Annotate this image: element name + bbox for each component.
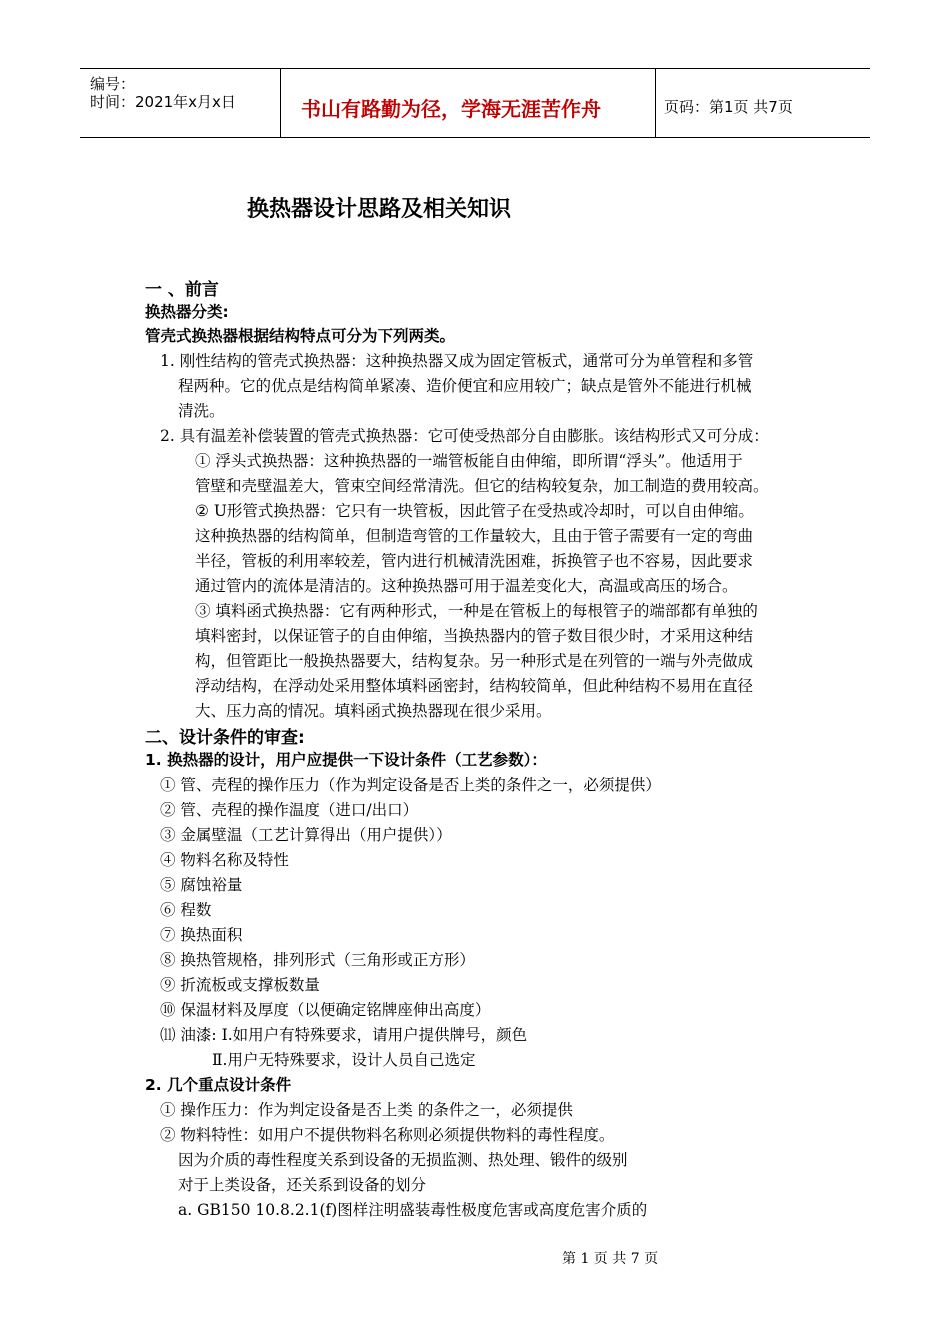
section2-heading: 二、设计条件的审查: [145, 728, 305, 748]
item2-line: 浮动结构，在浮动处采用整体填料函密封，结构较简单，但此种结构不易用在直径 [195, 677, 754, 695]
condition-item: ⑨ 折流板或支撑板数量 [160, 976, 320, 994]
condition-item: ⑧ 换热管规格，排列形式（三角形或正方形） [160, 951, 475, 969]
item2-line: 填料密封，以保证管子的自由伸缩，当换热器内的管子数目很少时，才采用这种结 [195, 627, 754, 645]
item2-line: ① 浮头式换热器：这种换热器的一端管板能自由伸缩，即所谓“浮头”。他适用于 [195, 452, 743, 470]
item1-line: 1. 刚性结构的管壳式换热器：这种换热器又成为固定管板式，通常可分为单管程和多管 [160, 352, 754, 370]
condition-item: ③ 金属壁温（工艺计算得出（用户提供）） [160, 826, 452, 844]
key-condition-line: 因为介质的毒性程度关系到设备的无损监测、热处理、锻件的级别 [178, 1151, 628, 1169]
section2-sub2: 2. 几个重点设计条件 [145, 1076, 292, 1094]
condition-item: ④ 物料名称及特性 [160, 851, 289, 869]
item2-line: ② U形管式换热器：它只有一块管板，因此管子在受热或冷却时，可以自由伸缩。 [195, 502, 754, 520]
condition-item: ① 管、壳程的操作压力（作为判定设备是否上类的条件之一，必须提供） [160, 776, 661, 794]
header-page-cell [656, 69, 870, 137]
item2-line: 大、压力高的情况。填料函式换热器现在很少采用。 [195, 702, 552, 720]
number-label: 编号： [90, 75, 136, 93]
paint-option-2: Ⅱ.用户无特殊要求，设计人员自己选定 [212, 1051, 476, 1069]
section2-sub1: 1. 换热器的设计，用户应提供一下设计条件（工艺参数）： [145, 751, 547, 769]
page-header [80, 68, 870, 138]
page-info: 页码：第1页 共7页 [664, 98, 793, 116]
section1-sub1: 换热器分类: [145, 303, 229, 321]
condition-item: ⑾ 油漆: Ⅰ.如用户有特殊要求，请用户提供牌号，颜色 [160, 1026, 528, 1044]
section1-sub2: 管壳式换热器根据结构特点可分为下列两类。 [145, 327, 456, 345]
condition-item: ⑦ 换热面积 [160, 926, 243, 944]
item2-line: 2. 具有温差补偿装置的管壳式换热器：它可使受热部分自由膨胀。该结构形式又可分成： [160, 427, 769, 445]
key-condition-line: ① 操作压力：作为判定设备是否上类 的条件之一，必须提供 [160, 1101, 573, 1119]
item2-line: ③ 填料函式换热器：它有两种形式，一种是在管板上的每根管子的端部都有单独的 [195, 602, 758, 620]
key-condition-line: 对于上类设备，还关系到设备的划分 [178, 1176, 427, 1194]
condition-item: ⑩ 保温材料及厚度（以便确定铭牌座伸出高度） [160, 1001, 491, 1019]
page-footer: 第 1 页 共 7 页 [562, 1251, 659, 1267]
date-label: 时间：2021年x月x日 [90, 93, 236, 111]
item1-line: 清洗。 [178, 402, 225, 420]
item2-line: 这种换热器的结构简单，但制造弯管的工作量较大，且由于管子需要有一定的弯曲 [195, 527, 754, 545]
key-condition-line: a. GB150 10.8.2.1(f)图样注明盛装毒性极度危害或高度危害介质的 [178, 1201, 648, 1219]
item1-line: 程两种。它的优点是结构简单紧凑、造价便宜和应用较广；缺点是管外不能进行机械 [178, 377, 752, 395]
item2-line: 通过管内的流体是清洁的。这种换热器可用于温差变化大，高温或高压的场合。 [195, 577, 738, 595]
condition-item: ② 管、壳程的操作温度（进口/出口） [160, 801, 419, 819]
document-title: 换热器设计思路及相关知识 [247, 197, 512, 222]
item2-line: 构，但管距比一般换热器要大，结构复杂。另一种形式是在列管的一端与外壳做成 [195, 652, 754, 670]
section1-heading: 一 、前言 [145, 280, 219, 300]
header-left-cell [80, 69, 281, 137]
motto: 书山有路勤为径，学海无涯苦作舟 [301, 97, 601, 121]
condition-item: ⑤ 腐蚀裕量 [160, 876, 243, 894]
item2-line: 半径，管板的利用率较差，管内进行机械清洗困难，拆换管子也不容易，因此要求 [195, 552, 754, 570]
header-motto-cell [281, 69, 656, 137]
condition-item: ⑥ 程数 [160, 901, 212, 919]
key-condition-line: ② 物料特性：如用户不提供物料名称则必须提供物料的毒性程度。 [160, 1126, 615, 1144]
item2-line: 管壁和壳壁温差大，管束空间经常清洗。但它的结构较复杂，加工制造的费用较高。 [195, 477, 769, 495]
